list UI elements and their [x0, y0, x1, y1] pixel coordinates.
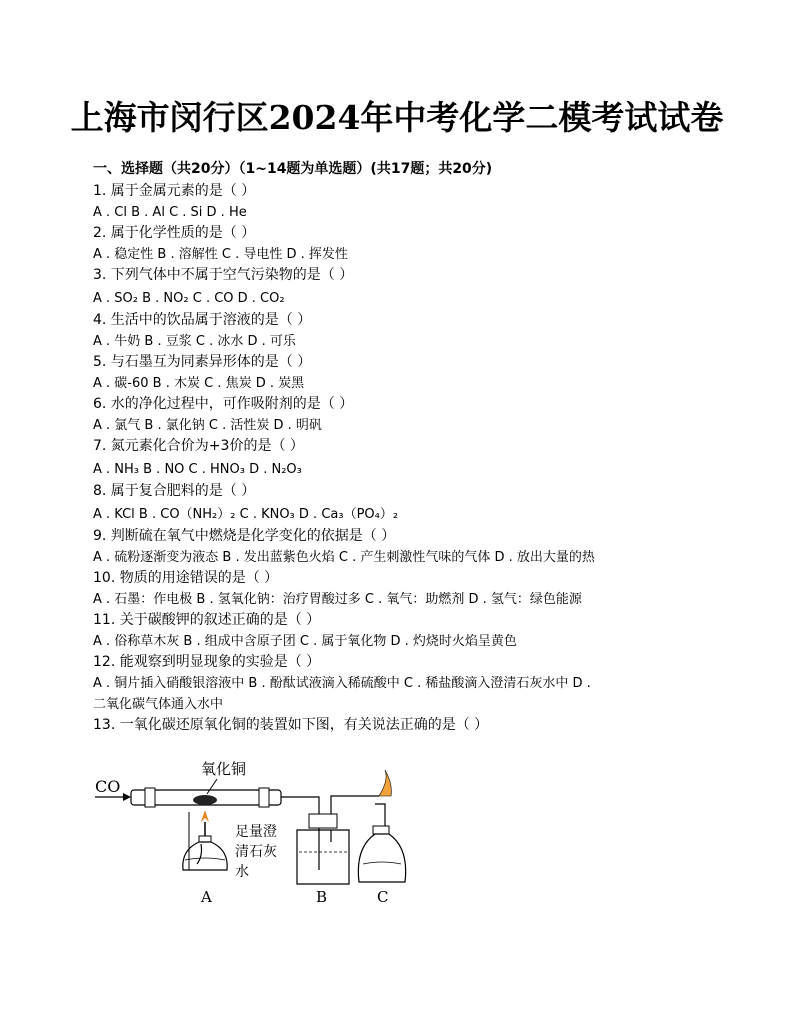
tube-stopper-right — [259, 788, 269, 807]
copper-oxide-label: 氧化铜 — [201, 760, 247, 778]
question-stem: 3. 下列气体中不属于空气污染物的是（ ） — [93, 267, 354, 283]
label-b: B — [316, 888, 328, 906]
question-stem: 13. 一氧化碳还原氧化铜的装置如下图，有关说法正确的是（ ） — [93, 717, 489, 733]
answer-options: 二氧化碳气体通入水中 — [93, 697, 224, 712]
apparatus-figure — [93, 752, 423, 912]
answer-options: A . 石墨：作电极 B . 氢氧化钠：治疗胃酸过多 C . 氧气：助燃剂 D . 氢气：绿色能源 — [93, 592, 582, 607]
bottle-stopper-b — [309, 814, 337, 828]
question-stem: 9. 判断硫在氧气中燃烧是化学变化的依据是（ ） — [93, 528, 396, 544]
question-stem: 7. 氮元素化合价为+3价的是（ ） — [93, 438, 304, 454]
flame-a-icon — [201, 810, 209, 822]
question-stem: 6. 水的净化过程中，可作吸附剂的是（ ） — [93, 396, 354, 412]
label-pointer — [207, 779, 217, 794]
limewater-label-2: 清石灰 — [235, 844, 277, 860]
question-stem: 4. 生活中的饮品属于溶液的是（ ） — [93, 312, 312, 328]
question-stem: 8. 属于复合肥料的是（ ） — [93, 483, 256, 499]
burner-cap-c — [373, 826, 389, 834]
section-heading: 一、选择题（共20分）（1~14题为单选题）(共17题；共20分) — [93, 161, 493, 177]
answer-options: A . 氯气 B . 氯化钠 C . 活性炭 D . 明矾 — [93, 418, 322, 433]
co-label: CO — [95, 777, 121, 796]
answer-options: A . 铜片插入硝酸银溶液中 B . 酚酞试液滴入稀硫酸中 C . 稀盐酸滴入澄清石灰水中 D . — [93, 676, 591, 691]
gas-flow-arrow-head — [123, 793, 131, 801]
answer-options: A . 牛奶 B . 豆浆 C . 冰水 D . 可乐 — [93, 334, 296, 349]
question-stem: 11. 关于碳酸钾的叙述正确的是（ ） — [93, 612, 321, 628]
label-a: A — [201, 888, 212, 906]
question-stem: 1. 属于金属元素的是（ ） — [93, 183, 256, 199]
answer-options: A . NH₃ B . NO C . HNO₃ D . N₂O₃ — [93, 462, 302, 477]
answer-options: A . SO₂ B . NO₂ C . CO D . CO₂ — [93, 291, 285, 306]
question-stem: 5. 与石墨互为同素异形体的是（ ） — [93, 354, 312, 370]
label-c: C — [377, 888, 389, 906]
limewater-label-3: 水 — [235, 864, 249, 880]
flame-c-icon — [379, 770, 391, 796]
answer-options: A . KCl B . CO（NH₂）₂ C . KNO₃ D . Ca₃（PO₄）₂ — [93, 507, 399, 522]
answer-options: A . 俗称草木灰 B . 组成中含原子团 C . 属于氧化物 D . 灼烧时火焰呈黄色 — [93, 634, 517, 649]
question-stem: 10. 物质的用途错误的是（ ） — [93, 570, 279, 586]
limewater-label-1: 足量澄 — [235, 824, 277, 840]
tube-stopper-left — [145, 788, 155, 807]
answer-options: A . 碳-60 B . 木炭 C . 焦炭 D . 炭黑 — [93, 376, 305, 391]
wash-bottle-b — [297, 830, 349, 884]
copper-oxide-sample — [193, 795, 217, 805]
answer-options: A . Cl B . Al C . Si D . He — [93, 205, 247, 220]
alcohol-lamp-c — [358, 834, 405, 882]
question-list — [93, 181, 713, 736]
question-stem: 12. 能观察到明显现象的实验是（ ） — [93, 654, 321, 670]
answer-options: A . 硫粉逐渐变为液态 B . 发出蓝紫色火焰 C . 产生刺激性气味的气体 D . 放出大量的热 — [93, 550, 595, 565]
burner-cap-a — [199, 836, 211, 842]
page-title: 上海市闵行区2024年中考化学二模考试试卷 — [70, 98, 724, 137]
answer-options: A . 稳定性 B . 溶解性 C . 导电性 D . 挥发性 — [93, 247, 348, 262]
connecting-tube-bc — [331, 796, 379, 814]
question-stem: 2. 属于化学性质的是（ ） — [93, 225, 256, 241]
